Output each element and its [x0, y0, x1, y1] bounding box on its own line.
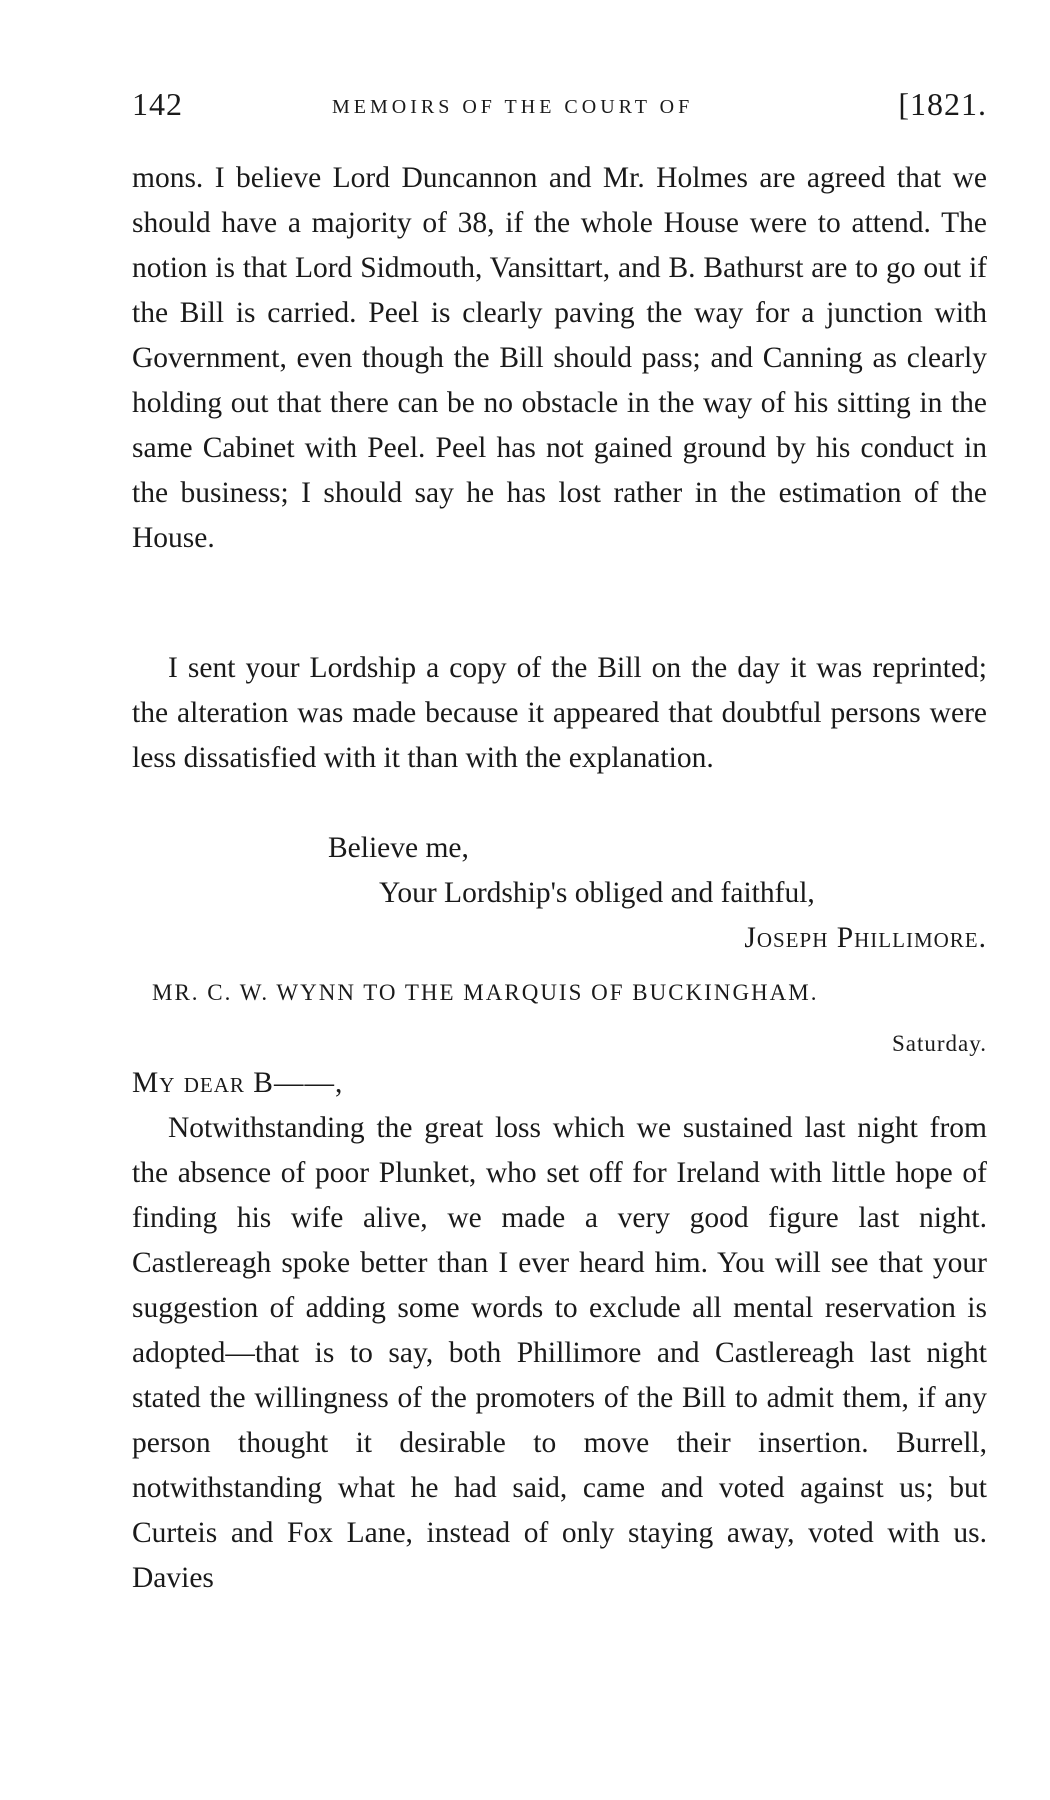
signature: Joseph Phillimore. — [744, 922, 987, 954]
header-year: [1821. — [898, 86, 987, 122]
dateline: Saturday. — [891, 1031, 987, 1056]
running-title: MEMOIRS OF THE COURT OF — [332, 96, 694, 118]
body-text-block-1 — [132, 156, 987, 561]
closing-obliged: Your Lordship's obliged and faithful, — [379, 877, 815, 909]
body-text-block-3 — [132, 1106, 987, 1601]
page-header — [132, 86, 987, 134]
paragraph-3: Notwithstanding the great loss which we sustained last night from the absence of poor Plunket, who set off for Ireland with little hope of finding his wife alive, we made a very good figure last night. Castlereagh spoke better than I ever heard him. You will see that your suggestion of adding some words to exclude all mental reservation is adopted—that is to say, both Phillimore and Castlereagh last night stated the willingness of the promoters of the Bill to admit them, if any person thought it desirable to move their insertion. Burrell, notwithstanding what he had said, came and voted against us; but Curteis and Fox Lane, instead of only staying away, voted with us. Davies — [132, 1112, 987, 1594]
letter-heading: MR. C. W. WYNN TO THE MARQUIS OF BUCKINGHAM. — [152, 980, 819, 1005]
page-number: 142 — [132, 86, 183, 122]
paragraph-2: I sent your Lordship a copy of the Bill on the day it was reprinted; the alteration was made because it appeared that doubtful persons were less dissatisfied with it than with the explanation. — [132, 652, 987, 774]
body-text-block-2 — [132, 646, 987, 781]
closing-believe-me: Believe me, — [328, 832, 469, 864]
paragraph-1: mons. I believe Lord Duncannon and Mr. Holmes are agreed that we should have a majority of 38, if the whole House were to attend. The notion is that Lord Sidmouth, Vansittart, and B. Bathurst are to go out if the Bill is carried. Peel is clearly paving the way for a junction with Government, even though the Bill should pass; and Canning as clearly holding out that there can be no obstacle in the way of his sitting in the same Cabinet with Peel. Peel has not gained ground by his conduct in the business; I should say he has lost rather in the estimation of the House. — [132, 162, 987, 554]
salutation: My dear B——, — [132, 1067, 344, 1099]
